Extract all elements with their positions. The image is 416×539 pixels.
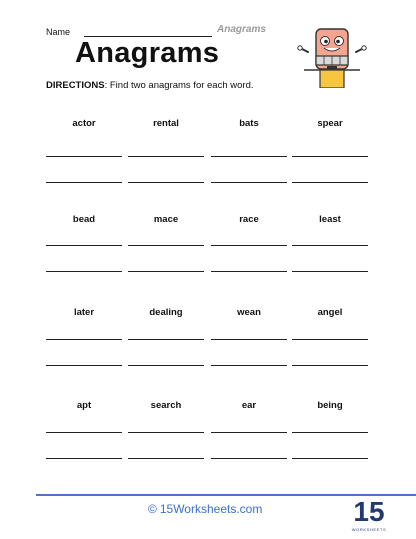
answer-line[interactable] xyxy=(128,245,204,246)
name-label: Name xyxy=(46,27,71,37)
answer-line[interactable] xyxy=(292,365,368,366)
target-word: bead xyxy=(72,214,96,225)
word-cell xyxy=(292,214,368,225)
footer-site: 15Worksheets.com xyxy=(159,502,263,516)
answer-line[interactable] xyxy=(292,432,368,433)
target-word: being xyxy=(317,400,343,411)
mascot-illustration xyxy=(296,26,368,88)
answer-line[interactable] xyxy=(211,156,287,157)
answer-line[interactable] xyxy=(292,156,368,157)
directions-text: : Find two anagrams for each word. xyxy=(104,80,254,91)
answer-line[interactable] xyxy=(128,182,204,183)
answer-line[interactable] xyxy=(128,339,204,340)
copyright-icon: © xyxy=(148,502,157,516)
answer-line[interactable] xyxy=(128,271,204,272)
answer-line[interactable] xyxy=(46,432,122,433)
target-word: wean xyxy=(237,307,261,318)
answer-line[interactable] xyxy=(211,339,287,340)
answer-line[interactable] xyxy=(46,458,122,459)
page-title: Anagrams xyxy=(75,37,220,69)
target-word: angel xyxy=(317,307,343,318)
target-word: least xyxy=(319,214,341,225)
word-cell xyxy=(292,118,368,129)
target-word: ear xyxy=(241,400,257,411)
target-word: mace xyxy=(153,214,179,225)
directions xyxy=(46,80,254,91)
target-word: later xyxy=(73,307,95,318)
target-word: actor xyxy=(72,118,96,129)
answer-line[interactable] xyxy=(211,182,287,183)
answer-line[interactable] xyxy=(128,432,204,433)
word-cell xyxy=(128,118,204,129)
word-cell xyxy=(292,307,368,318)
answer-line[interactable] xyxy=(211,458,287,459)
answer-line[interactable] xyxy=(46,339,122,340)
answer-line[interactable] xyxy=(292,245,368,246)
word-cell xyxy=(46,400,122,411)
answer-line[interactable] xyxy=(46,156,122,157)
header-tag: Anagrams xyxy=(217,24,266,35)
word-cell xyxy=(128,307,204,318)
answer-line[interactable] xyxy=(46,245,122,246)
answer-line[interactable] xyxy=(128,156,204,157)
word-cell xyxy=(46,118,122,129)
logo-text: WORKSHEETS xyxy=(351,527,387,532)
target-word: spear xyxy=(317,118,343,129)
answer-line[interactable] xyxy=(128,365,204,366)
answer-line[interactable] xyxy=(211,432,287,433)
answer-line[interactable] xyxy=(46,365,122,366)
answer-line[interactable] xyxy=(46,182,122,183)
target-word: bats xyxy=(239,118,259,129)
answer-line[interactable] xyxy=(211,365,287,366)
answer-line[interactable] xyxy=(292,339,368,340)
word-cell xyxy=(292,400,368,411)
target-word: dealing xyxy=(149,307,183,318)
answer-line[interactable] xyxy=(292,458,368,459)
logo-number: 15 xyxy=(353,496,385,527)
word-cell xyxy=(211,307,287,318)
target-word: race xyxy=(239,214,259,225)
answer-line[interactable] xyxy=(211,245,287,246)
target-word: rental xyxy=(153,118,179,129)
word-cell xyxy=(128,214,204,225)
word-cell xyxy=(128,400,204,411)
directions-label: DIRECTIONS xyxy=(46,80,105,91)
word-cell xyxy=(211,400,287,411)
answer-line[interactable] xyxy=(211,271,287,272)
word-cell xyxy=(46,307,122,318)
word-cell xyxy=(211,214,287,225)
footer-link[interactable] xyxy=(148,502,262,516)
target-word: search xyxy=(150,400,182,411)
word-cell xyxy=(46,214,122,225)
target-word: apt xyxy=(76,400,92,411)
answer-line[interactable] xyxy=(292,271,368,272)
answer-line[interactable] xyxy=(128,458,204,459)
answer-line[interactable] xyxy=(292,182,368,183)
word-cell xyxy=(211,118,287,129)
answer-line[interactable] xyxy=(46,271,122,272)
